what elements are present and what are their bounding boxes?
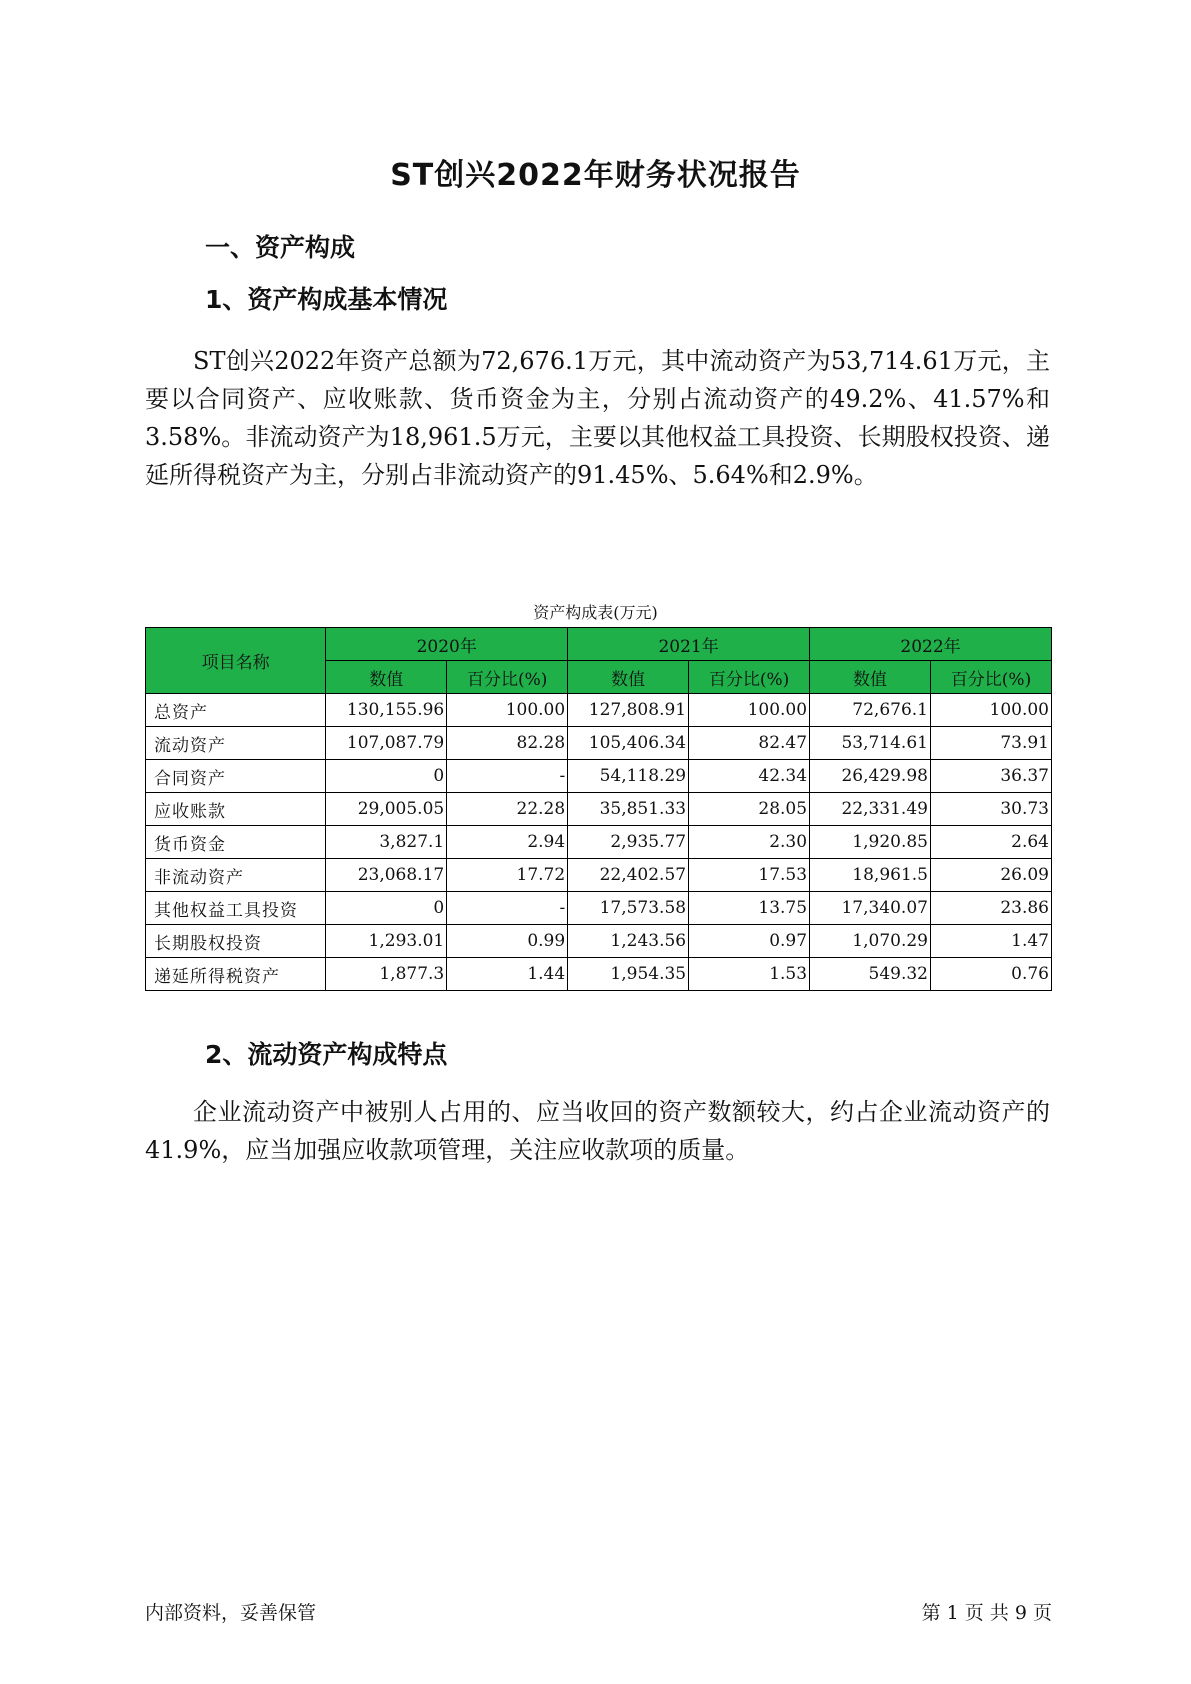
percent-cell: 73.91: [930, 727, 1051, 760]
value-cell: 53,714.61: [810, 727, 931, 760]
subsection-heading-basic: 1、资产构成基本情况: [205, 285, 448, 314]
row-label: 流动资产: [146, 727, 326, 760]
footer-page-number: 第 1 页 共 9 页: [921, 1602, 1052, 1624]
percent-cell: 26.09: [930, 859, 1051, 892]
percent-cell: 100.00: [447, 694, 568, 727]
value-cell: 107,087.79: [326, 727, 447, 760]
percent-cell: 100.00: [689, 694, 810, 727]
row-label: 长期股权投资: [146, 925, 326, 958]
value-cell: 54,118.29: [568, 760, 689, 793]
value-cell: 18,961.5: [810, 859, 931, 892]
value-cell: 1,293.01: [326, 925, 447, 958]
section-heading-asset-composition: 一、资产构成: [205, 233, 356, 262]
percent-cell: 17.53: [689, 859, 810, 892]
value-cell: 0: [326, 760, 447, 793]
value-cell: 1,877.3: [326, 958, 447, 991]
asset-summary-paragraph: ST创兴2022年资产总额为72,676.1万元，其中流动资产为53,714.61万元，主要以合同资产、应收账款、货币资金为主，分别占流动资产的49.2%、41.57%和3.58%。非流动资产为18,961.5万元，主要以其他权益工具投资、长期股权投资、递延所得税资产为主，分别占非流动资产的91.45%、5.64%和2.9%。: [145, 347, 1050, 489]
percent-header: 百分比(%): [689, 661, 810, 694]
value-header: 数值: [568, 661, 689, 694]
subsection-heading-characteristics: 2、流动资产构成特点: [205, 1040, 448, 1069]
value-cell: 23,068.17: [326, 859, 447, 892]
footer-confidential-note: 内部资料，妥善保管: [145, 1602, 317, 1624]
value-cell: 549.32: [810, 958, 931, 991]
value-cell: 1,954.35: [568, 958, 689, 991]
percent-cell: 2.64: [930, 826, 1051, 859]
percent-cell: 17.72: [447, 859, 568, 892]
table-row: [146, 859, 1052, 892]
page-title: ST创兴2022年财务状况报告: [390, 158, 801, 193]
percent-cell: 82.28: [447, 727, 568, 760]
table-body: [146, 694, 1052, 991]
row-label: 货币资金: [146, 826, 326, 859]
percent-header: 百分比(%): [930, 661, 1051, 694]
value-cell: 2,935.77: [568, 826, 689, 859]
percent-cell: 0.76: [930, 958, 1051, 991]
value-cell: 26,429.98: [810, 760, 931, 793]
value-cell: 17,573.58: [568, 892, 689, 925]
value-cell: 0: [326, 892, 447, 925]
row-label: 递延所得税资产: [146, 958, 326, 991]
table-row: [146, 925, 1052, 958]
table-row: [146, 892, 1052, 925]
value-cell: 105,406.34: [568, 727, 689, 760]
current-assets-paragraph: 企业流动资产中被别人占用的、应当收回的资产数额较大，约占企业流动资产的41.9%，应当加强应收款项管理，关注应收款项的质量。: [145, 1098, 1050, 1164]
value-cell: 17,340.07: [810, 892, 931, 925]
percent-header: 百分比(%): [447, 661, 568, 694]
table-row: [146, 793, 1052, 826]
row-label: 其他权益工具投资: [146, 892, 326, 925]
value-cell: 29,005.05: [326, 793, 447, 826]
percent-cell: 23.86: [930, 892, 1051, 925]
percent-cell: 1.47: [930, 925, 1051, 958]
percent-cell: 2.30: [689, 826, 810, 859]
row-label: 总资产: [146, 694, 326, 727]
table-row: [146, 760, 1052, 793]
percent-cell: 82.47: [689, 727, 810, 760]
row-label: 应收账款: [146, 793, 326, 826]
percent-cell: 0.99: [447, 925, 568, 958]
value-cell: 3,827.1: [326, 826, 447, 859]
value-cell: 35,851.33: [568, 793, 689, 826]
percent-cell: 100.00: [930, 694, 1051, 727]
table-row: [146, 826, 1052, 859]
percent-cell: 22.28: [447, 793, 568, 826]
table-row: [146, 958, 1052, 991]
item-name-header: 项目名称: [146, 628, 326, 694]
percent-cell: 13.75: [689, 892, 810, 925]
percent-cell: 0.97: [689, 925, 810, 958]
percent-cell: 30.73: [930, 793, 1051, 826]
value-header: 数值: [810, 661, 931, 694]
table-row: [146, 727, 1052, 760]
value-cell: 1,243.56: [568, 925, 689, 958]
percent-cell: -: [447, 892, 568, 925]
value-cell: 22,402.57: [568, 859, 689, 892]
percent-cell: 36.37: [930, 760, 1051, 793]
percent-cell: 2.94: [447, 826, 568, 859]
percent-cell: 28.05: [689, 793, 810, 826]
percent-cell: 42.34: [689, 760, 810, 793]
asset-composition-table: [145, 627, 1052, 991]
table-row: [146, 694, 1052, 727]
value-cell: 1,070.29: [810, 925, 931, 958]
value-header: 数值: [326, 661, 447, 694]
row-label: 合同资产: [146, 760, 326, 793]
table-caption: 资产构成表(万元): [533, 603, 658, 622]
value-cell: 72,676.1: [810, 694, 931, 727]
year-header-2022: 2022年: [810, 628, 1052, 661]
value-cell: 127,808.91: [568, 694, 689, 727]
year-header-2020: 2020年: [326, 628, 568, 661]
row-label: 非流动资产: [146, 859, 326, 892]
percent-cell: 1.53: [689, 958, 810, 991]
value-cell: 22,331.49: [810, 793, 931, 826]
percent-cell: 1.44: [447, 958, 568, 991]
year-header-2021: 2021年: [568, 628, 810, 661]
value-cell: 1,920.85: [810, 826, 931, 859]
value-cell: 130,155.96: [326, 694, 447, 727]
percent-cell: -: [447, 760, 568, 793]
